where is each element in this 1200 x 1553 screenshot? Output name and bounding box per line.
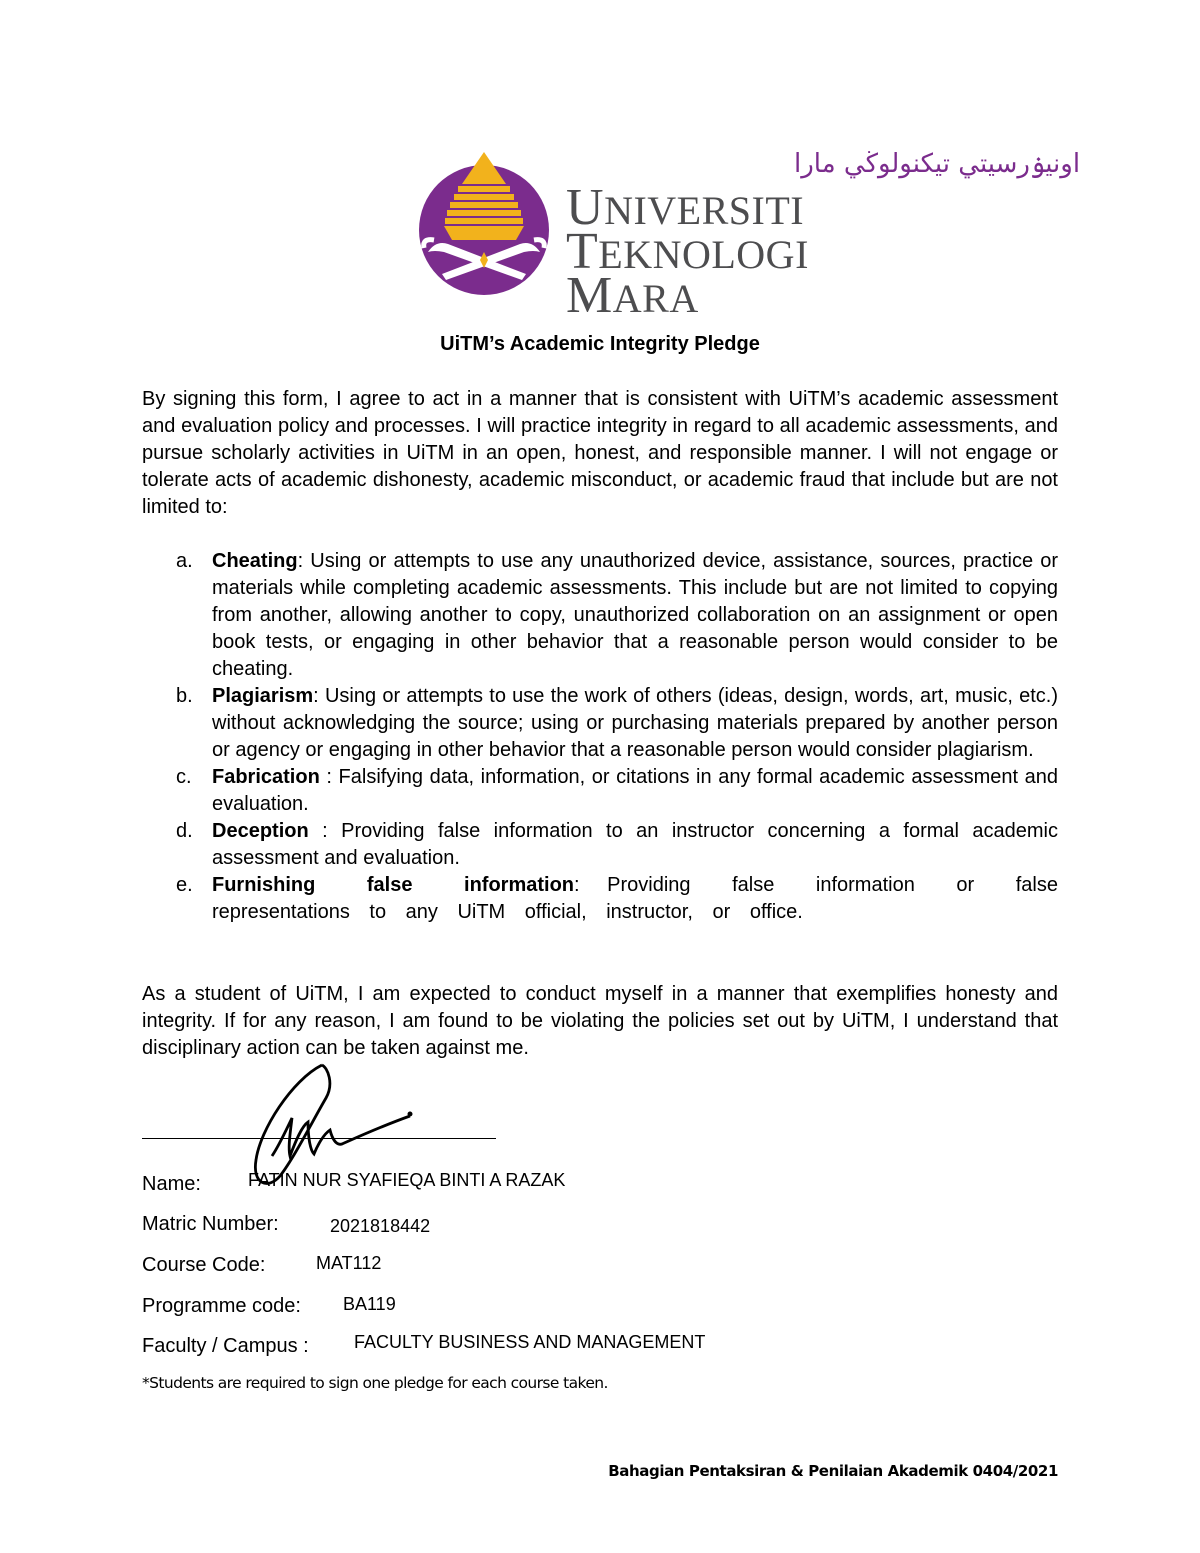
svg-text:اونيۏرسيتي تيكنولوڬي مارا: اونيۏرسيتي تيكنولوڬي مارا (794, 149, 1081, 179)
name-value: FATIN NUR SYAFIEQA BINTI A RAZAK (248, 1170, 566, 1190)
course-value: MAT112 (316, 1253, 382, 1273)
uitm-logo (414, 140, 1081, 324)
list-item: b. Plagiarism: Using or attempts to use the work of others (ideas, design, words, art, music, etc.) without acknowledging the source; using or purchasing materials prepared by another person or agency or engaging in other behavior that a reasonable person would consider plagiarism. (176, 685, 1058, 761)
misconduct-list (142, 548, 1058, 926)
uitm-crest-icon (414, 140, 564, 300)
matric-field (142, 1212, 431, 1236)
footnote: *Students are required to sign one pledge for each course taken. (142, 1374, 608, 1392)
matric-label: Matric Number: (142, 1213, 279, 1235)
course-label: Course Code: (142, 1254, 266, 1276)
logo-line-teknologi: TEKNOLOGI (566, 223, 809, 280)
logo-line-mara: MARA (566, 267, 699, 324)
pledge-title: UiTM’s Academic Integrity Pledge (440, 333, 760, 355)
faculty-field (142, 1332, 706, 1358)
programme-field (142, 1294, 396, 1318)
jawi-script-text (566, 140, 1081, 184)
programme-label: Programme code: (142, 1295, 301, 1317)
logo-line-universiti: UNIVERSITI (566, 179, 805, 236)
list-item: a. Cheating: Using or attempts to use any unauthorized device, assistance, sources, practice or materials while completing academic assessments. This include but are not limited to copying from another, allowing another to copy, unauthorized collaboration on an assignment or open book tests, or engaging in other behavior that a reasonable person would consider to be cheating. (176, 550, 1058, 680)
matric-value: 2021818442 (330, 1216, 431, 1236)
faculty-value: FACULTY BUSINESS AND MANAGEMENT (354, 1332, 706, 1352)
list-item: e. Furnishing false information: Providing false information or false representations to any UiTM official, instructor, or office. (176, 874, 1058, 923)
closing-paragraph: As a student of UiTM, I am expected to conduct myself in a manner that exemplifies honesty and integrity. If for any reason, I am found to be violating the policies set out by UiTM, I understand that disciplinary action can be taken against me. (142, 983, 1058, 1059)
list-item: c. Fabrication : Falsifying data, information, or citations in any formal academic assessment and evaluation. (176, 766, 1059, 815)
programme-value: BA119 (343, 1294, 396, 1314)
list-item: d. Deception : Providing false information to an instructor concerning a formal academic assessment and evaluation. (176, 820, 1058, 869)
faculty-label: Faculty / Campus : (142, 1335, 309, 1357)
name-field (142, 1170, 566, 1196)
name-label: Name: (142, 1173, 201, 1195)
intro-paragraph: By signing this form, I agree to act in a manner that is consistent with UiTM’s academic assessment and evaluation policy and processes. I will practice integrity in regard to all academic assessments, and pursue scholarly activities in UiTM in an open, honest, and responsible manner. I will not engage or tolerate acts of academic dishonesty, academic misconduct, or academic fraud that include but are not limited to: (142, 388, 1058, 518)
course-field (142, 1253, 382, 1277)
document-footer: Bahagian Pentaksiran & Penilaian Akademik 0404/2021 (608, 1462, 1058, 1480)
